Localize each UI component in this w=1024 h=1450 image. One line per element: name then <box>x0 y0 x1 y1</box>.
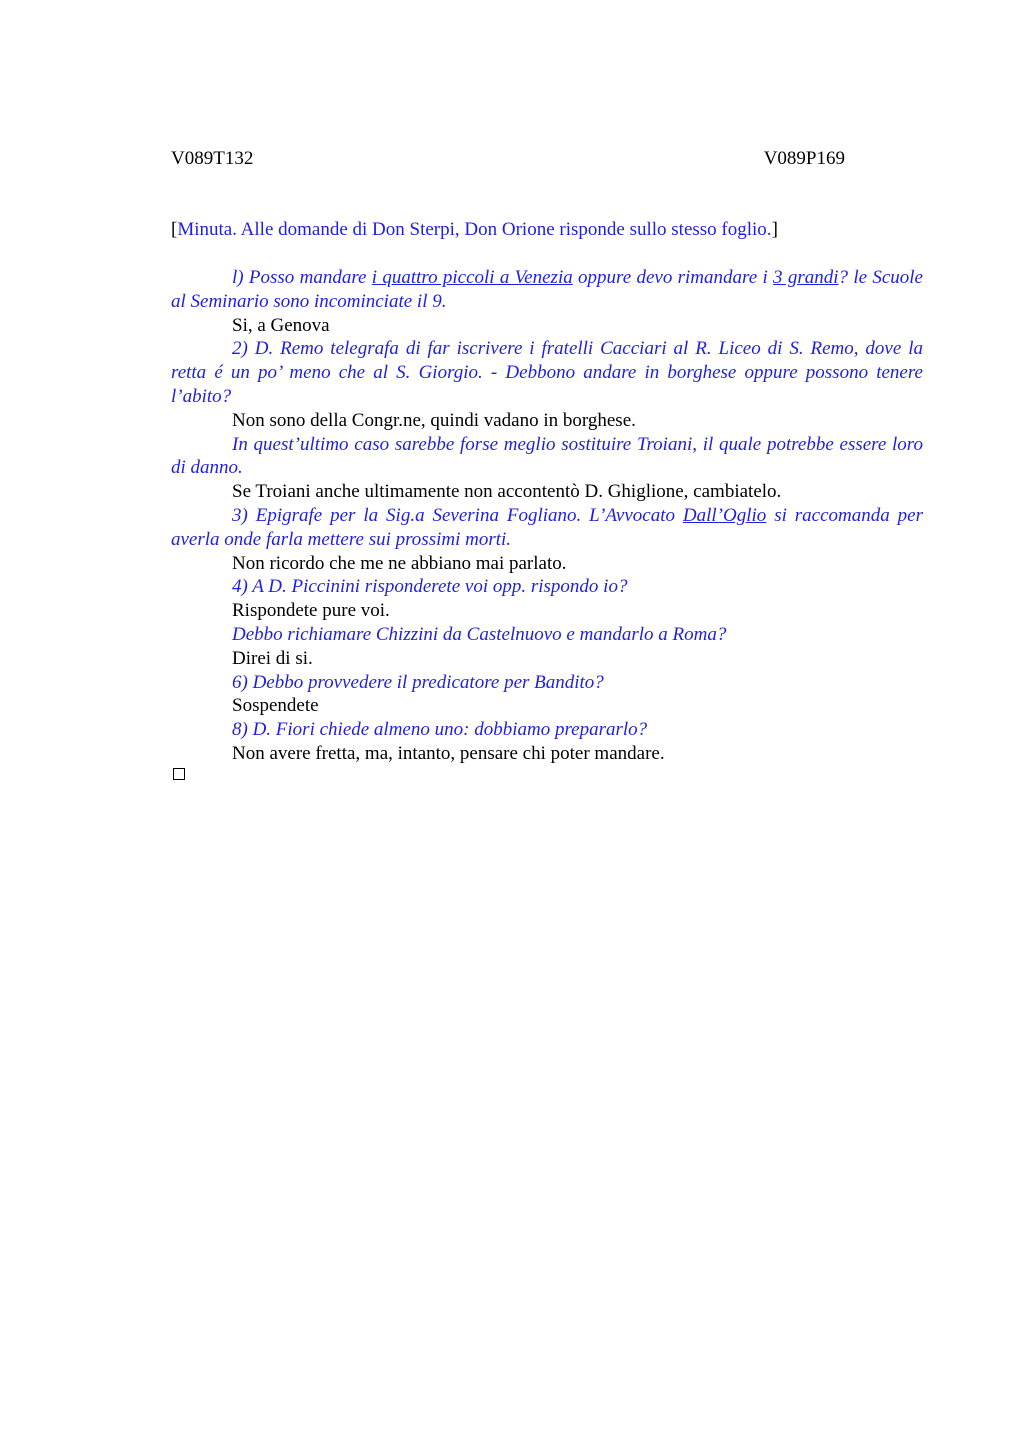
answer-3: Non ricordo che me ne abbiano mai parlato. <box>232 552 567 574</box>
answer-2: Non sono della Congr.ne, quindi vadano in borghese. <box>232 409 636 431</box>
answer-1: Si, a Genova <box>232 314 330 336</box>
question-3-text-end: si raccomanda per averla onde farla mettere sui prossimi morti. <box>171 504 923 550</box>
question-2-followup: In quest’ultimo caso sarebbe forse meglio sostituire Troiani, il quale potrebbe essere loro di danno. <box>171 433 923 479</box>
question-answer-list <box>171 266 923 766</box>
end-of-document-box-icon <box>173 768 185 780</box>
document-ids <box>171 147 845 171</box>
question-5: Debbo richiamare Chizzini da Castelnuovo e mandarlo a Roma? <box>232 623 727 645</box>
question-8: 8) D. Fiori chiede almeno uno: dobbiamo prepararlo? <box>232 719 648 741</box>
editorial-note <box>171 218 923 242</box>
question-1-text-mid: oppure devo rimandare i <box>572 267 774 288</box>
question-3 <box>171 504 923 552</box>
note-text: Minuta. Alle domande di Don Sterpi, Don Orione risponde sullo stesso foglio. <box>177 219 772 240</box>
question-1-underlined-1: i quattro piccoli a Venezia <box>371 267 573 288</box>
question-1-text-end: ? le Scuole al Seminario sono incominciate il 9. <box>171 267 923 312</box>
answer-5: Direi di si. <box>232 647 313 669</box>
question-3-underlined: Dall’Oglio <box>682 504 767 526</box>
question-1-underlined-2: 3 grandi <box>773 267 839 288</box>
note-open-bracket: [ <box>171 219 178 240</box>
answer-2-followup: Se Troiani anche ultimamente non accontentò D. Ghiglione, cambiatelo. <box>232 481 782 503</box>
document-id-left: V089T132 <box>171 148 254 169</box>
question-2: 2) D. Remo telegrafa di far iscrivere i fratelli Cacciari al R. Liceo di S. Remo, dove la retta é un po’ meno che al S. Giorgio. - Debbono andare in borghese oppure possono tenere l’abito? <box>171 338 923 407</box>
question-3-text-start: 3) Epigrafe per la Sig.a Severina Fogliano. L’Avvocato <box>232 504 683 526</box>
question-1-text-start: l) Posso mandare <box>232 267 372 288</box>
document-page <box>171 0 923 1450</box>
note-close-bracket: ] <box>771 219 778 240</box>
answer-4: Rispondete pure voi. <box>232 600 390 622</box>
question-1 <box>171 266 923 314</box>
answer-6: Sospendete <box>232 695 319 717</box>
question-4: 4) A D. Piccinini risponderete voi opp. rispondo io? <box>232 576 628 598</box>
question-6: 6) Debbo provvedere il predicatore per Bandito? <box>232 671 604 693</box>
answer-8: Non avere fretta, ma, intanto, pensare chi poter mandare. <box>232 742 665 764</box>
document-id-right: V089P169 <box>763 148 845 169</box>
